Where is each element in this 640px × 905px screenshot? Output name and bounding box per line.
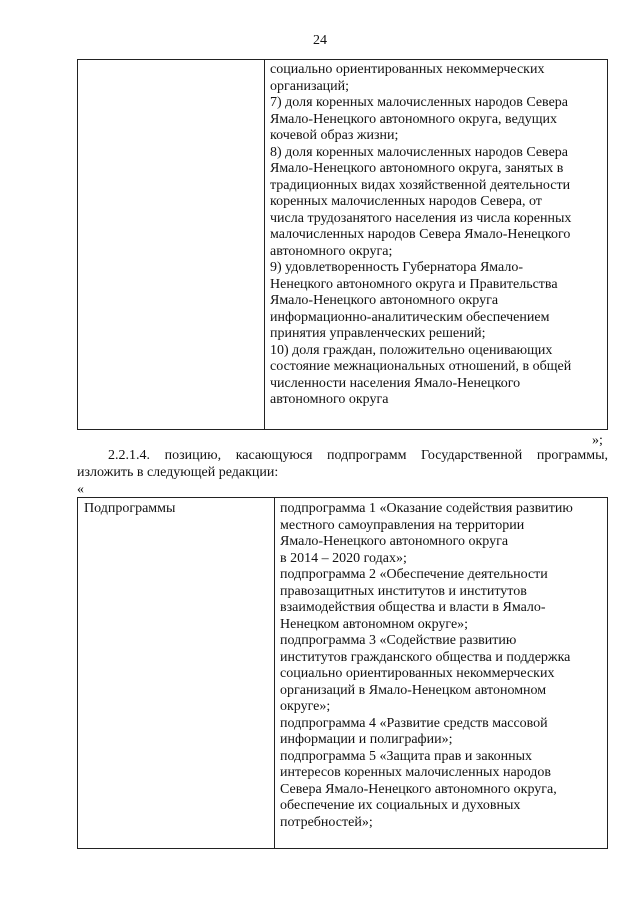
subprograms-label: Подпрограммы xyxy=(78,498,275,849)
text-line: местного самоуправления на территории xyxy=(280,517,525,533)
text-line: традиционных видах хозяйственной деятельности xyxy=(270,177,571,193)
closing-quote: »; xyxy=(592,433,603,448)
paragraph-line: 2.2.1.4. позицию, касающуюся подпрограмм Государственной программы, xyxy=(108,448,608,463)
text-line: автономного округа; xyxy=(270,243,393,259)
text-line: взаимодействия общества и власти в Ямало- xyxy=(280,600,546,615)
text-line: в 2014 – 2020 годах»; xyxy=(280,550,407,566)
text-line: малочисленных народов Севера Ямало-Ненецкого xyxy=(270,227,571,242)
text-line: подпрограмма 1 «Оказание содействия развитию xyxy=(280,501,573,516)
text-line: состояние межнациональных отношений, в общей xyxy=(270,359,572,374)
text-line: Ямало-Ненецкого автономного округа, занятых в xyxy=(270,161,564,176)
subprograms-table xyxy=(77,497,608,849)
text-line: институтов гражданского общества и поддержка xyxy=(280,649,571,665)
text-line: социально ориентированных некоммерческих xyxy=(270,62,545,77)
subprograms-list-cell xyxy=(275,498,608,849)
text-line: Ненецкого автономного округа и Правительства xyxy=(270,276,558,292)
text-line: Ямало-Ненецкого автономного округа xyxy=(280,534,509,549)
amendment-paragraph xyxy=(77,448,608,481)
text-line: 9) удовлетворенность Губернатора Ямало- xyxy=(270,260,524,275)
text-line: кочевой образ жизни; xyxy=(270,128,399,143)
text-line: подпрограмма 2 «Обеспечение деятельности xyxy=(280,567,548,582)
table-row xyxy=(78,498,608,849)
table-left-cell xyxy=(78,60,265,430)
opening-quote: « xyxy=(77,482,84,497)
text-line: 10) доля граждан, положительно оценивающих xyxy=(270,342,553,358)
indicators-table xyxy=(77,59,608,430)
text-line: коренных малочисленных народов Севера, от xyxy=(270,194,542,209)
text-line: Ямало-Ненецкого автономного округа, ведущих xyxy=(270,111,557,127)
table-right-cell xyxy=(265,60,608,430)
paragraph-line: изложить в следующей редакции: xyxy=(77,464,279,480)
page-number: 24 xyxy=(313,33,327,48)
text-line: обеспечение их социальных и духовных xyxy=(280,798,521,813)
text-line: Ямало-Ненецкого автономного округа xyxy=(270,293,499,308)
text-line: подпрограмма 4 «Развитие средств массовой xyxy=(280,715,548,731)
text-line: социально ориентированных некоммерческих xyxy=(280,666,555,681)
text-line: численности населения Ямало-Ненецкого xyxy=(270,375,521,391)
text-line: округе»; xyxy=(280,699,331,714)
text-line: Ненецком автономном округе»; xyxy=(280,616,469,632)
text-line: правозащитных институтов и институтов xyxy=(280,583,527,599)
text-line: 8) доля коренных малочисленных народов Севера xyxy=(270,144,568,160)
text-line: организаций; xyxy=(270,78,350,94)
text-line: числа трудозанятого населения из числа коренных xyxy=(270,210,572,226)
text-line: информации и полиграфии»; xyxy=(280,732,453,747)
text-line: подпрограмма 3 «Содействие развитию xyxy=(280,633,517,648)
text-line: Севера Ямало-Ненецкого автономного округа, xyxy=(280,781,557,797)
text-line: потребностей»; xyxy=(280,814,373,830)
text-line: интересов коренных малочисленных народов xyxy=(280,765,551,780)
text-line: 7) доля коренных малочисленных народов Севера xyxy=(270,95,568,110)
text-line: автономного округа xyxy=(270,392,389,407)
table-row xyxy=(78,60,608,430)
text-line: организаций в Ямало-Ненецком автономном xyxy=(280,682,547,698)
text-line: принятия управленческих решений; xyxy=(270,326,486,341)
text-line: подпрограмма 5 «Защита прав и законных xyxy=(280,748,533,764)
text-line: информационно-аналитическим обеспечением xyxy=(270,309,550,325)
